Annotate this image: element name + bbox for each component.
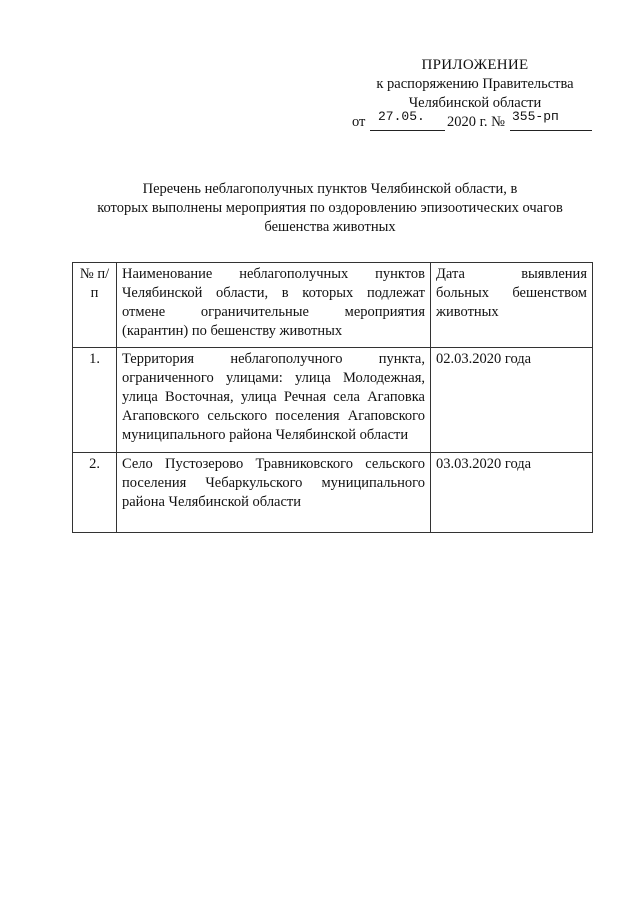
appendix-title: ПРИЛОЖЕНИЕ <box>421 57 529 73</box>
row-num: 1. <box>73 348 117 453</box>
localities-table <box>72 262 593 533</box>
appendix-line-region: Челябинской области <box>408 95 542 111</box>
header-num: № п/п <box>73 263 117 348</box>
year-number-label: 2020 г. № <box>447 114 506 130</box>
row-name: Село Пустозерово Травниковского сельского поселения Чебаркульского муниципального района Челябинской области <box>117 453 431 533</box>
table-row <box>73 348 593 453</box>
heading-line-1: Перечень неблагополучных пунктов Челябинской области, в <box>142 181 518 197</box>
appendix-line-decree: к распоряжению Правительства <box>376 76 574 92</box>
row-date: 03.03.2020 года <box>431 453 593 533</box>
date-typed: 27.05. <box>378 109 425 124</box>
table-row <box>73 453 593 533</box>
from-label: от <box>352 114 366 130</box>
number-typed: 355-рп <box>512 109 559 124</box>
table-header-row <box>73 263 593 348</box>
heading-line-2: которых выполнены мероприятия по оздоровлению эпизоотических очагов <box>97 200 563 216</box>
heading-line-3: бешенства животных <box>264 219 396 235</box>
appendix-block <box>352 56 590 132</box>
header-date: Дата выявления больных бешенством животных <box>431 263 593 348</box>
document-heading <box>80 180 580 237</box>
appendix-date-line <box>352 109 590 132</box>
row-name: Территория неблагополучного пункта, ограниченного улицами: улица Молодежная, улица Восточная, улица Речная села Агаповка Агаповского сельского поселения Агаповского муниципального района Челябинской области <box>117 348 431 453</box>
row-num: 2. <box>73 453 117 533</box>
header-name: Наименование неблагополучных пунктов Челябинской области, в которых подлежат отмене ограничительные мероприятия (карантин) по бешенству животных <box>117 263 431 348</box>
row-date: 02.03.2020 года <box>431 348 593 453</box>
